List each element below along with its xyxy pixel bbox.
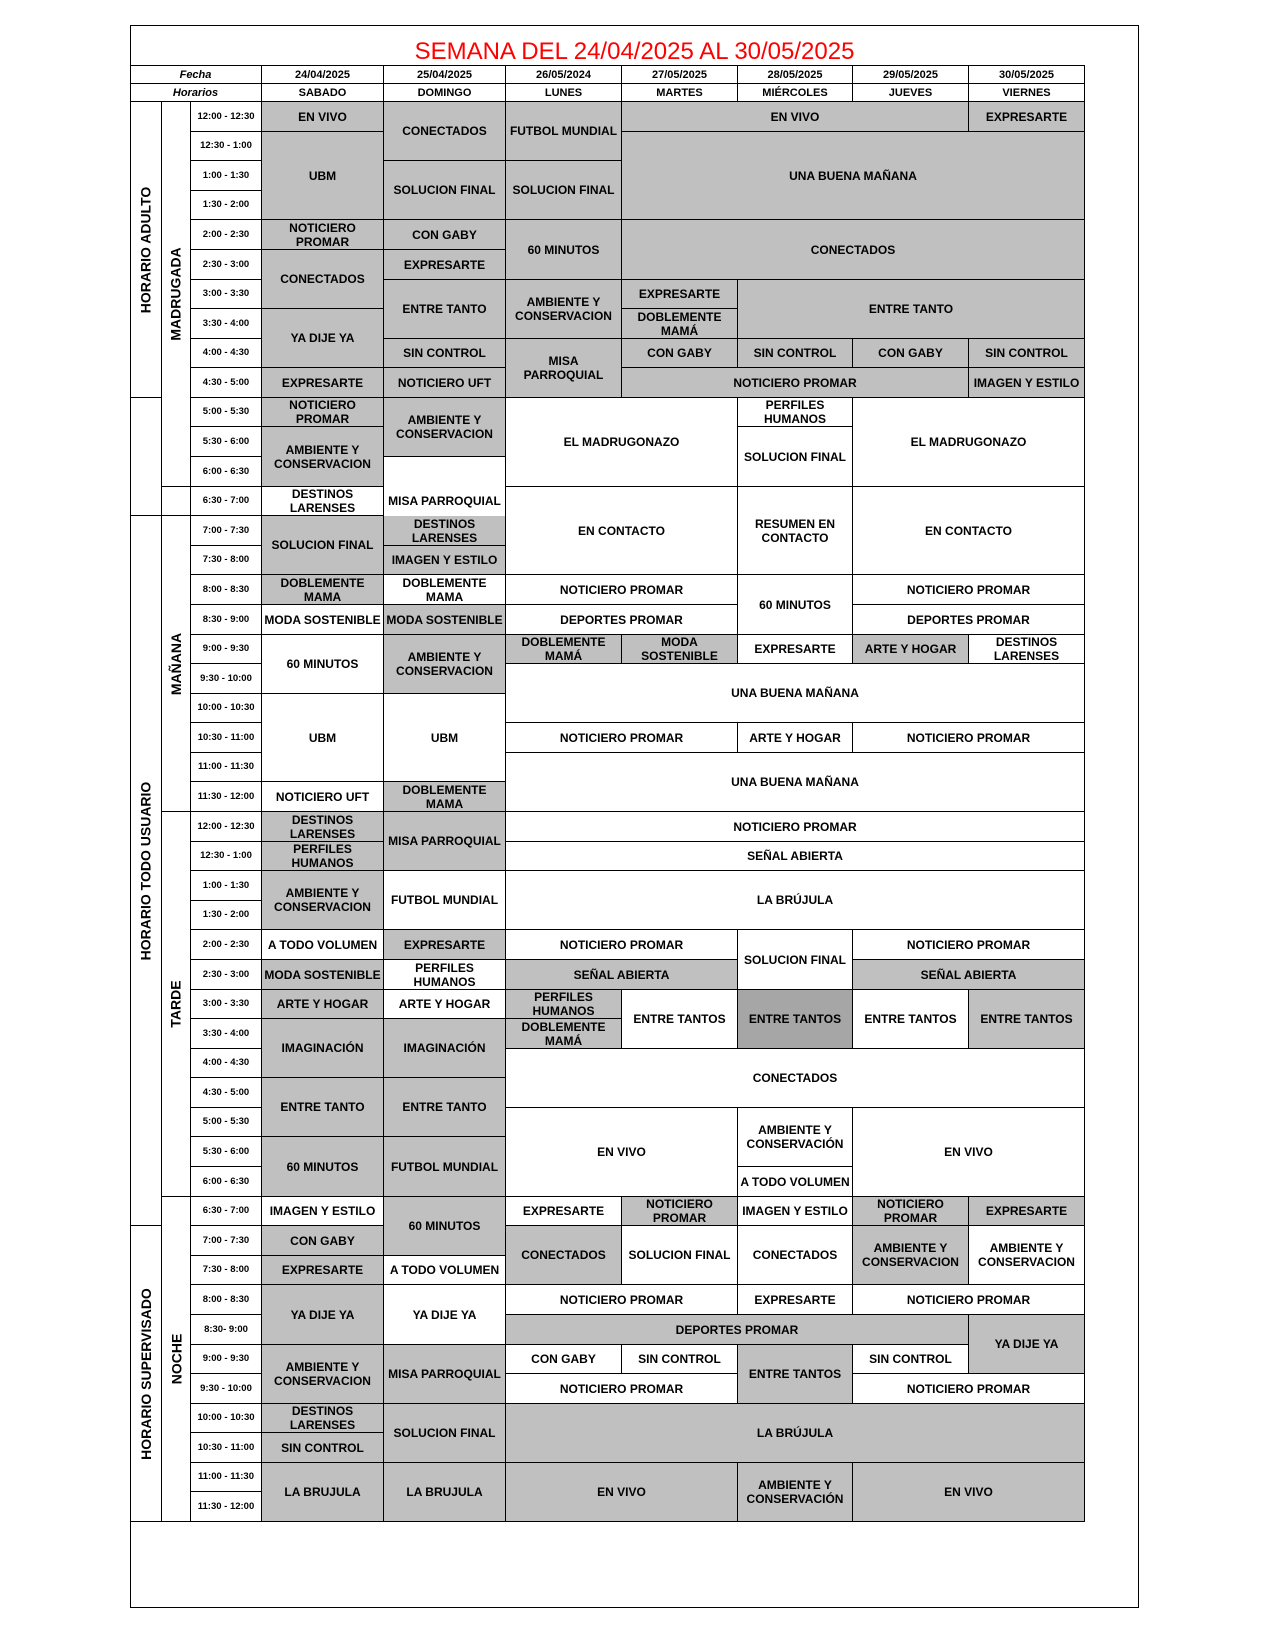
program-cell: EN VIVO [853, 1108, 1085, 1197]
program-cell: MISA PARROQUIAL [384, 812, 506, 871]
time-slot: 4:30 - 5:00 [191, 368, 262, 398]
period-label [162, 487, 191, 516]
program-cell: UBM [262, 132, 384, 220]
program-cell: RESUMEN EN CONTACTO [738, 487, 853, 575]
program-cell: FUTBOL MUNDIAL [384, 871, 506, 930]
time-slot: 7:30 - 8:00 [191, 1256, 262, 1285]
program-cell: CON GABY [622, 339, 738, 368]
program-cell: CON GABY [384, 220, 506, 250]
program-cell: SOLUCION FINAL [384, 1404, 506, 1463]
program-cell: NOTICIERO PROMAR [853, 1374, 1085, 1404]
program-cell: NOTICIERO PROMAR [506, 723, 738, 753]
program-cell: IMAGEN Y ESTILO [384, 546, 506, 575]
program-cell: NOTICIERO PROMAR [853, 575, 1085, 605]
program-cell: SOLUCION FINAL [738, 427, 853, 487]
period-label-label: NOCHE [168, 1333, 184, 1385]
program-cell: AMBIENTE Y CONSERVACION [853, 1226, 969, 1285]
program-cell: EN VIVO [506, 1463, 738, 1522]
program-cell: EN CONTACTO [853, 487, 1085, 575]
program-cell: DOBLEMENTE MAMÁ [622, 309, 738, 339]
date-header: 25/04/2025 [384, 66, 506, 84]
period-label-label: MADRUGADA [168, 247, 185, 341]
program-cell: SEÑAL ABIERTA [506, 960, 738, 990]
program-cell: EXPRESARTE [622, 280, 738, 309]
time-slot: 5:30 - 6:00 [191, 427, 262, 457]
program-cell: 60 MINUTOS [738, 575, 853, 635]
program-cell: 60 MINUTOS [506, 220, 622, 280]
program-cell: SOLUCION FINAL [738, 930, 853, 990]
program-cell: AMBIENTE Y CONSERVACIÓN [738, 1108, 853, 1167]
program-cell: IMAGEN Y ESTILO [262, 1197, 384, 1226]
day-header: MIÉRCOLES [738, 84, 853, 102]
date-header: 26/05/2024 [506, 66, 622, 84]
program-cell: LA BRUJULA [384, 1463, 506, 1522]
time-slot: 1:30 - 2:00 [191, 901, 262, 930]
program-cell: EXPRESARTE [262, 1256, 384, 1285]
period-label [162, 102, 191, 487]
program-cell: MISA PARROQUIAL [506, 339, 622, 398]
program-cell: EXPRESARTE [384, 930, 506, 960]
program-cell: A TODO VOLUMEN [738, 1167, 853, 1197]
time-slot: 5:00 - 5:30 [191, 398, 262, 427]
period-label-label: MAÑANA [168, 632, 184, 695]
program-cell: MISA PARROQUIAL [384, 457, 506, 546]
program-cell: SOLUCION FINAL [262, 516, 384, 575]
program-cell: CONECTADOS [262, 250, 384, 309]
time-slot: 9:00 - 9:30 [191, 635, 262, 664]
program-cell: NOTICIERO PROMAR [506, 812, 1085, 842]
program-cell: NOTICIERO PROMAR [853, 1285, 1085, 1315]
time-slot: 12:30 - 1:00 [191, 842, 262, 871]
program-cell: MODA SOSTENIBLE [262, 605, 384, 635]
program-cell: EXPRESARTE [506, 1197, 622, 1226]
program-cell: DESTINOS LARENSES [262, 487, 384, 516]
day-header: DOMINGO [384, 84, 506, 102]
time-slot: 2:30 - 3:00 [191, 960, 262, 990]
program-cell: MODA SOSTENIBLE [262, 960, 384, 990]
period-label [162, 1197, 191, 1522]
program-cell: NOTICIERO PROMAR [262, 220, 384, 250]
program-cell: UBM [262, 694, 384, 782]
day-header: VIERNES [969, 84, 1085, 102]
date-header: 27/05/2025 [622, 66, 738, 84]
time-slot: 4:30 - 5:00 [191, 1078, 262, 1108]
program-cell: 60 MINUTOS [262, 635, 384, 694]
program-cell: DESTINOS LARENSES [969, 635, 1085, 664]
time-slot: 6:00 - 6:30 [191, 457, 262, 487]
horarios-label: Horarios [130, 84, 262, 102]
period-label [162, 812, 191, 1197]
program-cell: ARTE Y HOGAR [384, 990, 506, 1019]
program-cell: ARTE Y HOGAR [262, 990, 384, 1019]
time-slot: 8:00 - 8:30 [191, 1285, 262, 1315]
program-cell: IMAGINACIÓN [384, 1019, 506, 1078]
day-header: SABADO [262, 84, 384, 102]
program-cell: DOBLEMENTE MAMA [384, 575, 506, 605]
program-cell: LA BRÚJULA [506, 871, 1085, 930]
program-cell: CONECTADOS [738, 1226, 853, 1285]
program-cell: DESTINOS LARENSES [262, 1404, 384, 1433]
classification-label [130, 516, 162, 1226]
program-cell: SIN CONTROL [622, 1345, 738, 1374]
time-slot: 1:00 - 1:30 [191, 161, 262, 191]
program-cell: UNA BUENA MAÑANA [622, 132, 1085, 220]
program-cell: NOTICIERO UFT [384, 368, 506, 398]
program-cell: PERFILES HUMANOS [506, 990, 622, 1019]
program-cell: SOLUCION FINAL [506, 161, 622, 220]
program-cell: CON GABY [853, 339, 969, 368]
program-cell: CON GABY [506, 1345, 622, 1374]
program-cell: DESTINOS LARENSES [262, 812, 384, 842]
classification-label [130, 102, 162, 398]
time-slot: 11:00 - 11:30 [191, 1463, 262, 1492]
program-cell: EN VIVO [622, 102, 969, 132]
time-slot: 3:30 - 4:00 [191, 1019, 262, 1049]
classification-label [130, 398, 162, 516]
program-cell: SIN CONTROL [384, 339, 506, 368]
program-cell: MODA SOSTENIBLE [622, 635, 738, 664]
program-cell: LA BRÚJULA [506, 1404, 1085, 1463]
program-cell: ENTRE TANTOS [853, 990, 969, 1049]
program-cell: NOTICIERO PROMAR [506, 1374, 738, 1404]
time-slot: 7:30 - 8:00 [191, 546, 262, 575]
program-cell: AMBIENTE Y CONSERVACION [384, 635, 506, 694]
time-slot: 4:00 - 4:30 [191, 339, 262, 368]
period-label [162, 516, 191, 812]
program-cell: NOTICIERO PROMAR [853, 723, 1085, 753]
time-slot: 5:00 - 5:30 [191, 1108, 262, 1137]
program-cell: NOTICIERO PROMAR [622, 368, 969, 398]
program-cell: EXPRESARTE [384, 250, 506, 280]
program-cell: EXPRESARTE [738, 635, 853, 664]
time-slot: 6:30 - 7:00 [191, 1197, 262, 1226]
program-cell: SEÑAL ABIERTA [506, 842, 1085, 871]
time-slot: 8:30- 9:00 [191, 1315, 262, 1345]
program-cell: ARTE Y HOGAR [853, 635, 969, 664]
program-cell: CONECTADOS [622, 220, 1085, 280]
time-slot: 12:30 - 1:00 [191, 132, 262, 161]
time-slot: 10:30 - 11:00 [191, 723, 262, 753]
time-slot: 11:30 - 12:00 [191, 782, 262, 812]
program-cell: CONECTADOS [506, 1226, 622, 1285]
program-cell: AMBIENTE Y CONSERVACION [969, 1226, 1085, 1285]
day-header: LUNES [506, 84, 622, 102]
program-cell: DOBLEMENTE MAMÁ [506, 635, 622, 664]
time-slot: 9:00 - 9:30 [191, 1345, 262, 1374]
time-slot: 6:30 - 7:00 [191, 487, 262, 516]
program-cell: EN VIVO [262, 102, 384, 132]
time-slot: 12:00 - 12:30 [191, 812, 262, 842]
time-slot: 10:00 - 10:30 [191, 694, 262, 723]
program-cell: PERFILES HUMANOS [262, 842, 384, 871]
time-slot: 2:30 - 3:00 [191, 250, 262, 280]
program-cell: YA DIJE YA [384, 1285, 506, 1345]
program-cell: SIN CONTROL [738, 339, 853, 368]
time-slot: 1:00 - 1:30 [191, 871, 262, 901]
program-cell: DOBLEMENTE MAMA [384, 782, 506, 812]
program-cell: PERFILES HUMANOS [384, 960, 506, 990]
program-cell: ENTRE TANTO [262, 1078, 384, 1137]
fecha-label: Fecha [130, 66, 262, 84]
program-cell: 60 MINUTOS [384, 1197, 506, 1256]
time-slot: 1:30 - 2:00 [191, 191, 262, 220]
time-slot: 3:00 - 3:30 [191, 280, 262, 309]
program-cell: MISA PARROQUIAL [384, 1345, 506, 1404]
time-slot: 4:00 - 4:30 [191, 1049, 262, 1078]
schedule-sheet [130, 25, 1139, 1608]
program-cell: ENTRE TANTOS [738, 990, 853, 1049]
program-cell: AMBIENTE Y CONSERVACION [262, 427, 384, 487]
program-cell: AMBIENTE Y CONSERVACION [262, 1345, 384, 1404]
date-header: 30/05/2025 [969, 66, 1085, 84]
time-slot: 7:00 - 7:30 [191, 516, 262, 546]
program-cell: AMBIENTE Y CONSERVACIÓN [738, 1463, 853, 1522]
date-header: 24/04/2025 [262, 66, 384, 84]
program-cell: NOTICIERO PROMAR [506, 1285, 738, 1315]
program-cell: ENTRE TANTOS [738, 1345, 853, 1404]
program-cell: ENTRE TANTO [384, 280, 506, 339]
time-slot: 2:00 - 2:30 [191, 930, 262, 960]
program-cell: A TODO VOLUMEN [262, 930, 384, 960]
time-slot: 6:00 - 6:30 [191, 1167, 262, 1197]
program-cell: NOTICIERO PROMAR [506, 930, 738, 960]
program-cell: DEPORTES PROMAR [506, 605, 738, 635]
program-cell: EL MADRUGONAZO [506, 398, 738, 487]
time-slot: 3:00 - 3:30 [191, 990, 262, 1019]
program-cell: NOTICIERO PROMAR [262, 398, 384, 427]
program-cell: UNA BUENA MAÑANA [506, 664, 1085, 723]
program-cell: CON GABY [262, 1226, 384, 1256]
program-cell: FUTBOL MUNDIAL [506, 102, 622, 161]
program-cell: NOTICIERO PROMAR [853, 1197, 969, 1226]
program-cell: AMBIENTE Y CONSERVACION [506, 280, 622, 339]
program-cell: EN VIVO [506, 1108, 738, 1197]
program-cell: SIN CONTROL [262, 1433, 384, 1463]
program-cell: EN CONTACTO [506, 487, 738, 575]
time-slot: 3:30 - 4:00 [191, 309, 262, 339]
time-slot: 11:00 - 11:30 [191, 753, 262, 782]
program-cell: ARTE Y HOGAR [738, 723, 853, 753]
program-cell: IMAGEN Y ESTILO [738, 1197, 853, 1226]
program-cell: FUTBOL MUNDIAL [384, 1137, 506, 1197]
program-cell: EXPRESARTE [738, 1285, 853, 1315]
program-cell: DOBLEMENTE MAMA [262, 575, 384, 605]
program-cell: DEPORTES PROMAR [853, 605, 1085, 635]
program-cell: AMBIENTE Y CONSERVACION [262, 871, 384, 930]
program-cell: UNA BUENA MAÑANA [506, 753, 1085, 812]
program-cell: IMAGINACIÓN [262, 1019, 384, 1078]
program-cell: YA DIJE YA [262, 1285, 384, 1345]
program-cell: ENTRE TANTO [738, 280, 1085, 339]
program-cell: ENTRE TANTOS [969, 990, 1085, 1049]
program-cell: SIN CONTROL [853, 1345, 969, 1374]
time-slot: 10:00 - 10:30 [191, 1404, 262, 1433]
program-cell: SIN CONTROL [969, 339, 1085, 368]
classification-label [130, 1226, 162, 1522]
program-cell: PERFILES HUMANOS [738, 398, 853, 427]
program-cell: EL MADRUGONAZO [853, 398, 1085, 487]
day-header: JUEVES [853, 84, 969, 102]
time-slot: 9:30 - 10:00 [191, 664, 262, 694]
date-header: 29/05/2025 [853, 66, 969, 84]
time-slot: 10:30 - 11:00 [191, 1433, 262, 1463]
program-cell: DOBLEMENTE MAMÁ [506, 1019, 622, 1049]
program-cell: DEPORTES PROMAR [506, 1315, 969, 1345]
program-cell: ENTRE TANTO [384, 1078, 506, 1137]
program-cell: SOLUCION FINAL [384, 161, 506, 220]
program-cell: LA BRUJULA [262, 1463, 384, 1522]
classification-label-label: HORARIO TODO USUARIO [137, 781, 154, 960]
program-cell: CONECTADOS [384, 102, 506, 161]
program-cell: NOTICIERO PROMAR [622, 1197, 738, 1226]
program-cell: SEÑAL ABIERTA [853, 960, 1085, 990]
program-cell: MODA SOSTENIBLE [384, 605, 506, 635]
program-cell: YA DIJE YA [969, 1315, 1085, 1374]
program-cell: EXPRESARTE [969, 102, 1085, 132]
time-slot: 8:00 - 8:30 [191, 575, 262, 605]
time-slot: 11:30 - 12:00 [191, 1492, 262, 1522]
program-cell: UBM [384, 694, 506, 782]
time-slot: 9:30 - 10:00 [191, 1374, 262, 1404]
program-cell: NOTICIERO PROMAR [506, 575, 738, 605]
period-label-label: TARDE [168, 980, 184, 1028]
time-slot: 8:30 - 9:00 [191, 605, 262, 635]
program-cell: AMBIENTE Y CONSERVACION [384, 398, 506, 457]
time-slot: 2:00 - 2:30 [191, 220, 262, 250]
program-cell: A TODO VOLUMEN [384, 1256, 506, 1285]
program-cell: ENTRE TANTOS [622, 990, 738, 1049]
time-slot: 12:00 - 12:30 [191, 102, 262, 132]
day-header: MARTES [622, 84, 738, 102]
program-cell: CONECTADOS [506, 1049, 1085, 1108]
page-title: SEMANA DEL 24/04/2025 AL 30/05/2025 [414, 38, 855, 65]
program-cell: 60 MINUTOS [262, 1137, 384, 1197]
program-cell: EXPRESARTE [262, 368, 384, 398]
program-cell: SOLUCION FINAL [622, 1226, 738, 1285]
date-header: 28/05/2025 [738, 66, 853, 84]
time-slot: 7:00 - 7:30 [191, 1226, 262, 1256]
program-cell: DESTINOS LARENSES [384, 516, 506, 546]
program-cell: EN VIVO [853, 1463, 1085, 1522]
title-row-divider [130, 25, 1085, 66]
classification-label-label: HORARIO SUPERVISADO [137, 1287, 154, 1460]
program-cell: NOTICIERO PROMAR [853, 930, 1085, 960]
program-cell: IMAGEN Y ESTILO [969, 368, 1085, 398]
time-slot: 5:30 - 6:00 [191, 1137, 262, 1167]
program-cell: EXPRESARTE [969, 1197, 1085, 1226]
program-cell: YA DIJE YA [262, 309, 384, 368]
classification-label-label: HORARIO ADULTO [137, 186, 154, 313]
program-cell: NOTICIERO UFT [262, 782, 384, 812]
